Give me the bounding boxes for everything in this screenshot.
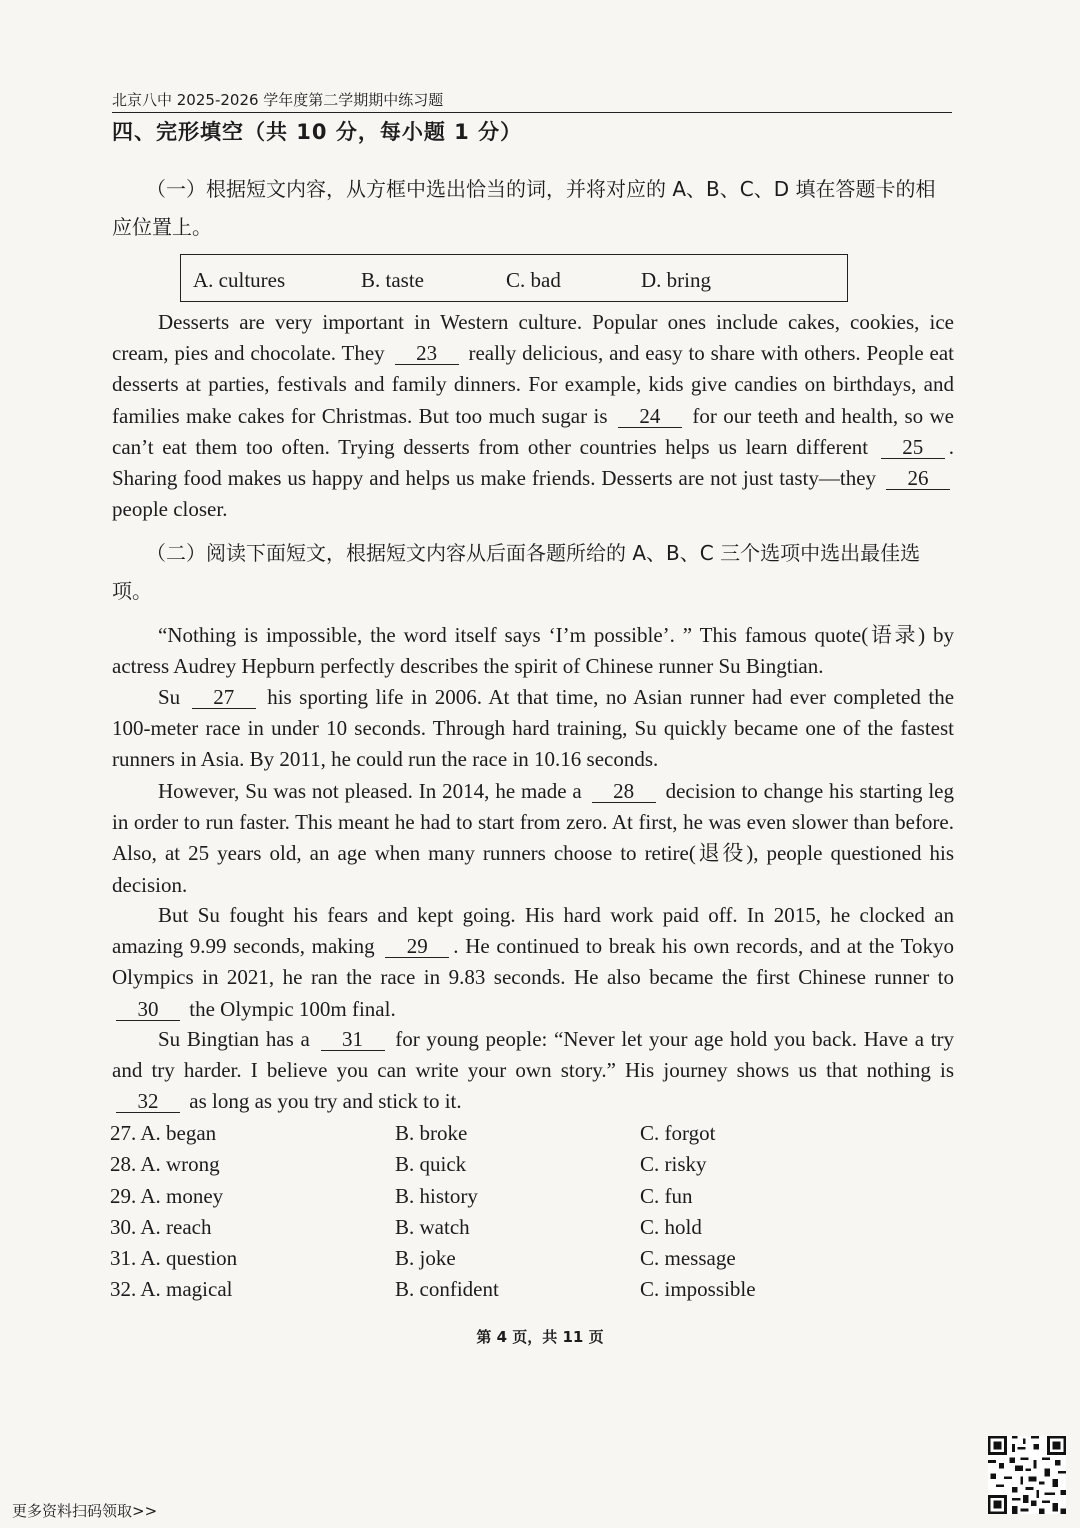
passage2-paragraph xyxy=(112,776,954,901)
passage2-text: However, Su was not pleased. In 2014, he made a xyxy=(158,779,582,803)
option-b: B. broke xyxy=(395,1121,468,1145)
blank-23: 23 xyxy=(395,342,459,365)
option-b: B. confident xyxy=(395,1277,499,1302)
option-row-29 xyxy=(110,1181,810,1212)
blank-32: 32 xyxy=(116,1090,180,1113)
passage2-text: for young people: “Never let your age hold you back. Have a try and try harder. I believe you can write your own story.” His journey shows us that nothing is xyxy=(112,1027,955,1083)
option-c: C. forgot xyxy=(640,1121,716,1145)
option-b: B. history xyxy=(395,1183,478,1208)
option-c: C. fun xyxy=(640,1183,693,1208)
passage2-paragraph xyxy=(112,682,954,776)
passage2-text: the Olympic 100m final. xyxy=(189,996,396,1021)
passage2-text: his sporting life in 2006. At that time, no Asian runner had ever completed the 100-meter race in under 10 seconds. Through hard training, Su quickly became one of the fastest runners in Asia. By 2011, he could run the race in 10.16 seconds. xyxy=(112,685,955,772)
qr-code-icon[interactable] xyxy=(988,1436,1066,1514)
blank-31: 31 xyxy=(321,1028,385,1051)
section-title: 四、完形填空（共 10 分，每小题 1 分） xyxy=(112,120,523,144)
passage1-text: . Sharing food makes us happy and helps us make friends. Desserts are not just tasty—they xyxy=(112,434,955,491)
blank-25: 25 xyxy=(881,436,945,459)
word-option-b: B. taste xyxy=(361,268,424,292)
passage2-quote: “Nothing is impossible, the word itself says ‘I’m possible’. ” This famous quote(语录) by actress Audrey Hepburn perfectly describes the spirit of Chinese runner Su Bingtian. xyxy=(112,623,954,679)
part1-instruction: （一）根据短文内容，从方框中选出恰当的词，并将对应的 A、B、C、D 填在答题卡的相应位置上。 xyxy=(112,177,936,239)
blank-30: 30 xyxy=(116,998,180,1021)
passage2-text: But Su fought his fears and kept going. His hard work paid off. In 2015, he clocked an amazing 9.99 seconds, making xyxy=(112,903,954,959)
option-c: C. hold xyxy=(640,1214,702,1239)
option-b: B. watch xyxy=(395,1214,470,1239)
option-a: 32. A. magical xyxy=(110,1277,233,1302)
passage2-text: decision to change his starting leg in order to run faster. This meant he had to start from zero. At first, he was even slower than before. Also, at 25 years old, an age when many runners choose to retire(退役), people questioned his decision. xyxy=(112,779,955,897)
passage1 xyxy=(112,307,954,525)
part2-instruction: （二）阅读下面短文，根据短文内容从后面各题所给的 A、B、C 三个选项中选出最佳选项。 xyxy=(112,541,921,603)
option-row-31 xyxy=(110,1243,810,1274)
blank-29: 29 xyxy=(385,935,449,958)
option-a: 30. A. reach xyxy=(110,1214,212,1239)
option-b: B. joke xyxy=(395,1246,456,1271)
answer-options xyxy=(110,1118,810,1306)
passage2-paragraph xyxy=(112,1024,954,1118)
option-row-32 xyxy=(110,1274,810,1305)
passage2-text: . He continued to break his own records, and at the Tokyo Olympics in 2021, he ran the race in 9.83 seconds. He also became the first Chinese runner to xyxy=(112,934,955,990)
blank-26: 26 xyxy=(886,467,950,490)
word-option-a: A. cultures xyxy=(193,268,286,292)
option-row-27 xyxy=(110,1118,810,1149)
passage2-text: Su xyxy=(158,685,181,709)
blank-28: 28 xyxy=(592,780,656,803)
page-header: 北京八中 2025-2026 学年度第二学期期中练习题 xyxy=(112,88,952,113)
word-box xyxy=(180,254,848,302)
option-a: 27. A. began xyxy=(110,1121,217,1145)
option-b: B. quick xyxy=(395,1152,467,1177)
passage1-text: people closer. xyxy=(112,497,228,522)
passage1-text: really delicious, and easy to share with others. People eat desserts at parties, festivals and family dinners. For example, kids give candies on birthdays, and families make cakes for Christmas. But too much sugar is xyxy=(112,341,955,428)
option-a: 29. A. money xyxy=(110,1183,224,1208)
option-c: C. risky xyxy=(640,1152,707,1177)
word-option-c: C. bad xyxy=(506,268,561,292)
option-row-30 xyxy=(110,1212,810,1243)
passage1-text: Desserts are very important in Western culture. Popular ones include cakes, cookies, ice cream, pies and chocolate. They xyxy=(112,310,954,366)
passage2-text: as long as you try and stick to it. xyxy=(189,1089,462,1114)
option-a: 31. A. question xyxy=(110,1246,238,1271)
passage1-text: for our teeth and health, so we can’t eat them too often. Trying desserts from other countries helps us learn different xyxy=(112,403,955,459)
blank-27: 27 xyxy=(192,686,256,709)
word-option-d: D. bring xyxy=(641,268,711,292)
option-a: 28. A. wrong xyxy=(110,1152,220,1177)
option-row-28 xyxy=(110,1149,810,1180)
more-info-link[interactable]: 更多资料扫码领取>> xyxy=(12,1502,158,1520)
option-c: C. impossible xyxy=(640,1277,756,1302)
option-c: C. message xyxy=(640,1246,736,1271)
passage2-text: Su Bingtian has a xyxy=(158,1027,310,1051)
page-number: 第 4 页，共 11 页 xyxy=(476,1328,604,1346)
passage2-paragraph xyxy=(112,900,954,1025)
blank-24: 24 xyxy=(618,405,682,428)
